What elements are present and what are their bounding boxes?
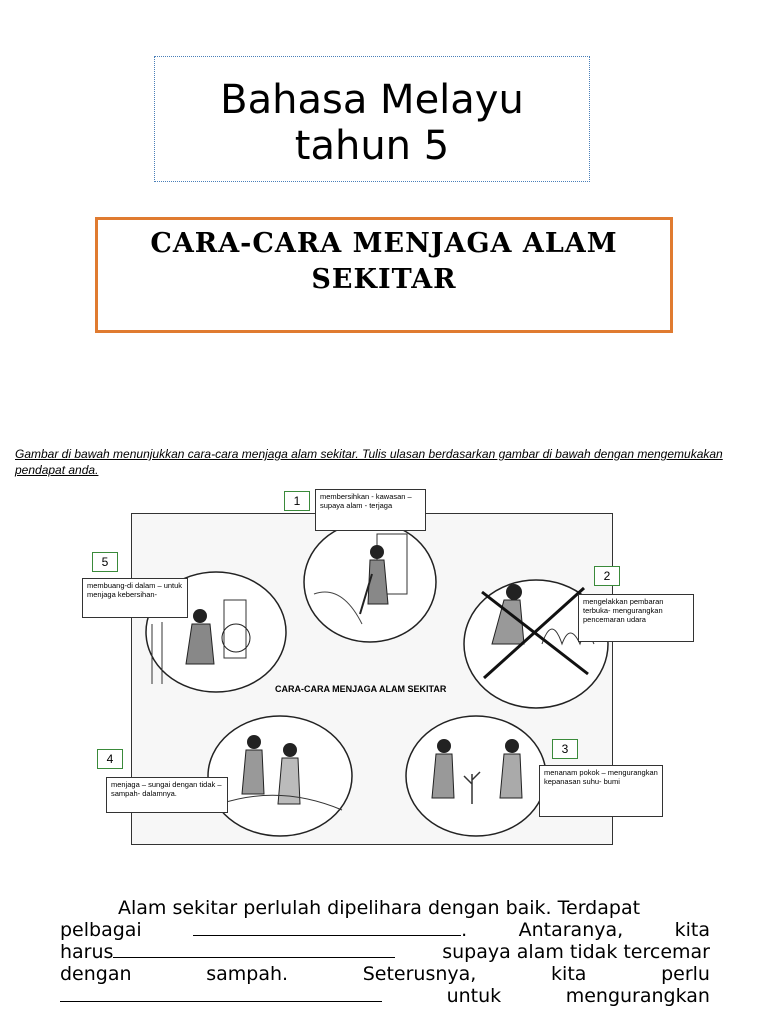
answer-blank-1[interactable] — [193, 919, 461, 936]
essay-text: Antaranya, — [518, 919, 624, 941]
topic-box — [95, 217, 673, 333]
essay-line-3 — [60, 941, 710, 963]
item-caption-5: membuang-di dalam – untuk menjaga kebersihan- — [82, 578, 188, 618]
answer-blank-2[interactable] — [113, 941, 395, 958]
subject-title-box — [154, 56, 590, 182]
essay-text: supaya alam tidak tercemar — [442, 941, 710, 963]
essay-paragraph — [60, 897, 710, 1007]
essay-text: harus — [60, 941, 114, 963]
essay-text: kita — [551, 963, 587, 985]
subject-title: Bahasa Melayu — [220, 77, 524, 123]
instruction-text: Gambar di bawah menunjukkan cara-cara menjaga alam sekitar. Tulis ulasan berdasarkan gambar di bawah dengan mengemukakan pendapat anda. — [15, 447, 723, 477]
essay-text: . — [461, 919, 468, 941]
grade-title: tahun 5 — [294, 123, 450, 169]
essay-text: perlu — [661, 963, 710, 985]
essay-text: kita — [674, 919, 710, 941]
item-caption-1: membersihkan - kawasan – supaya alam - terjaga — [315, 489, 426, 531]
figure-caption: CARA-CARA MENJAGA ALAM SEKITAR — [275, 684, 447, 694]
essay-line-2 — [60, 919, 710, 941]
essay-text: pelbagai — [60, 919, 142, 941]
essay-text: dengan — [60, 963, 132, 985]
topic-title-line1: CARA-CARA MENJAGA ALAM — [150, 228, 618, 259]
item-number-4: 4 — [97, 749, 123, 769]
item-number-1: 1 — [284, 491, 310, 511]
essay-text: untuk — [446, 985, 502, 1007]
answer-blank-3[interactable] — [60, 985, 382, 1002]
topic-title-line2: SEKITAR — [311, 264, 457, 295]
item-number-2: 2 — [594, 566, 620, 586]
item-number-5: 5 — [92, 552, 118, 572]
essay-line-1 — [60, 897, 710, 919]
essay-text: sampah. — [206, 963, 289, 985]
essay-line-5 — [60, 985, 710, 1007]
essay-text: Alam sekitar perlulah dipelihara dengan baik. Terdapat — [118, 897, 641, 919]
item-caption-3: menanam pokok – mengurangkan kepanasan suhu- bumi — [539, 765, 663, 817]
item-caption-2: mengelakkan pembaran terbuka- mengurangkan pencemaran udara — [578, 594, 694, 642]
essay-line-4 — [60, 963, 710, 985]
item-number-3: 3 — [552, 739, 578, 759]
item-caption-4: menjaga – sungai dengan tidak – sampah- dalamnya. — [106, 777, 228, 813]
essay-text: Seterusnya, — [362, 963, 477, 985]
essay-text: mengurangkan — [565, 985, 710, 1007]
